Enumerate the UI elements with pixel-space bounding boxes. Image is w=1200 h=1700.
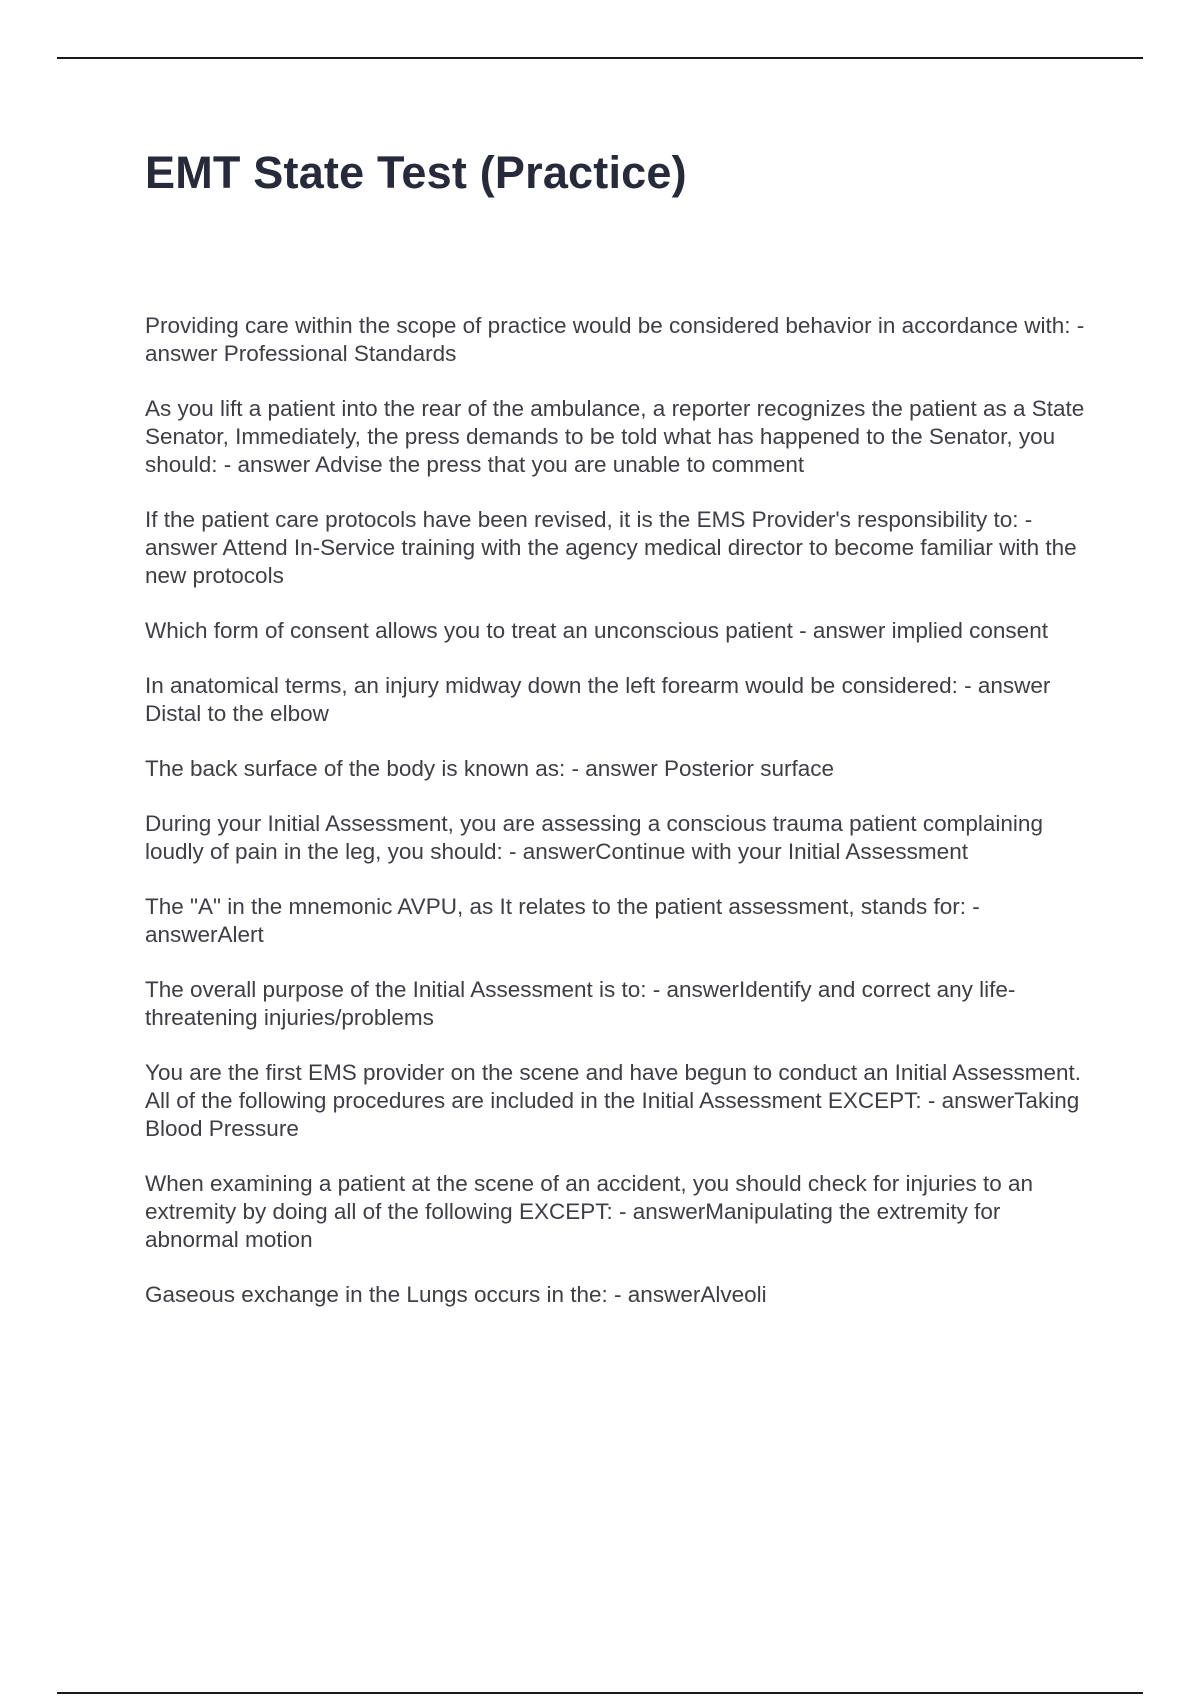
qa-item: Which form of consent allows you to treat an unconscious patient - answer implied consent [145, 618, 1048, 643]
qa-item: The overall purpose of the Initial Assessment is to: - answerIdentify and correct any life-threatening injuries/problems [145, 977, 1016, 1030]
qa-item: You are the first EMS provider on the scene and have begun to conduct an Initial Assessment. All of the following procedures are included in the Initial Assessment EXCEPT: - answerTaking Blood Pressure [145, 1060, 1081, 1141]
top-rule [57, 57, 1143, 59]
qa-item: In anatomical terms, an injury midway down the left forearm would be considered: - answer Distal to the elbow [145, 673, 1051, 726]
bottom-rule [57, 1692, 1143, 1694]
qa-item: As you lift a patient into the rear of the ambulance, a reporter recognizes the patient as a State Senator, Immediately, the press demands to be told what has happened to the Senator, you should: - answer Advise the press that you are unable to comment [145, 396, 1085, 477]
qa-list [145, 312, 1090, 1336]
qa-item: The "A" in the mnemonic AVPU, as It relates to the patient assessment, stands for: - answerAlert [145, 894, 980, 947]
page-title: EMT State Test (Practice) [145, 147, 687, 198]
qa-item: During your Initial Assessment, you are assessing a conscious trauma patient complaining loudly of pain in the leg, you should: - answerContinue with your Initial Assessment [145, 811, 1043, 864]
qa-item: The back surface of the body is known as: - answer Posterior surface [145, 756, 835, 781]
qa-item: Gaseous exchange in the Lungs occurs in the: - answerAlveoli [145, 1282, 767, 1307]
qa-item: Providing care within the scope of practice would be considered behavior in accordance with: - answer Professional Standards [145, 313, 1085, 366]
qa-item: If the patient care protocols have been revised, it is the EMS Provider's responsibility to: - answer Attend In-Service training with the agency medical director to become familiar with the new protocols [145, 507, 1077, 588]
qa-item: When examining a patient at the scene of an accident, you should check for injuries to an extremity by doing all of the following EXCEPT: - answerManipulating the extremity for abnormal motion [145, 1171, 1034, 1252]
